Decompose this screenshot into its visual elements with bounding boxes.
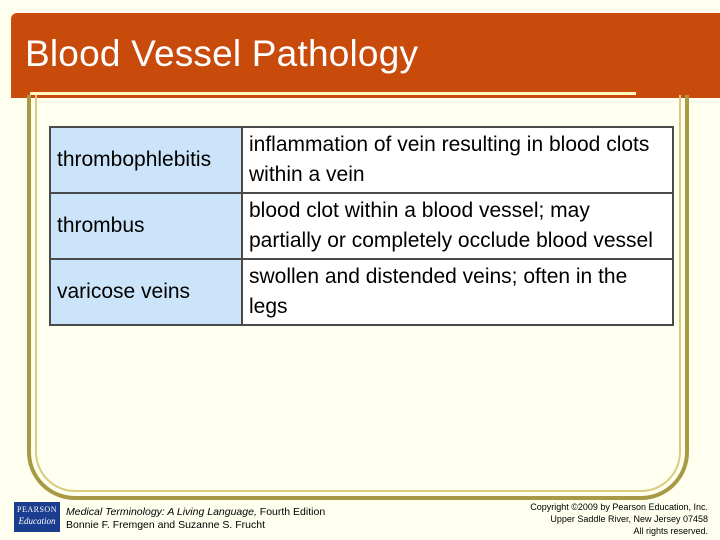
logo-line-2: Education [18, 516, 56, 526]
table-row [50, 259, 673, 325]
pearson-logo [14, 502, 60, 532]
copyright-notice [468, 501, 708, 537]
copyright-line: Copyright ©2009 by Pearson Education, Inc. [530, 502, 708, 512]
term-cell: thrombus [50, 193, 242, 259]
definitions-table [49, 126, 674, 326]
book-title: Medical Terminology: A Living Language, [66, 506, 257, 518]
copyright-line: All rights reserved. [633, 526, 708, 536]
table-row [50, 193, 673, 259]
slide-title: Blood Vessel Pathology [25, 33, 419, 74]
definition-cell: swollen and distended veins; often in the legs [242, 259, 673, 325]
definition-cell: blood clot within a blood vessel; may partially or completely occlude blood vessel [242, 193, 673, 259]
title-bar [11, 13, 720, 98]
book-edition: Fourth Edition [256, 506, 326, 518]
term-cell: varicose veins [50, 259, 242, 325]
term-cell: thrombophlebitis [50, 127, 242, 193]
copyright-line: Upper Saddle River, New Jersey 07458 [550, 514, 708, 524]
table-row [50, 127, 673, 193]
book-credit [66, 506, 325, 532]
book-authors: Bonnie F. Fremgen and Suzanne S. Frucht [66, 519, 266, 531]
logo-line-1: PEARSON [17, 505, 57, 514]
definition-cell: inflammation of vein resulting in blood clots within a vein [242, 127, 673, 193]
